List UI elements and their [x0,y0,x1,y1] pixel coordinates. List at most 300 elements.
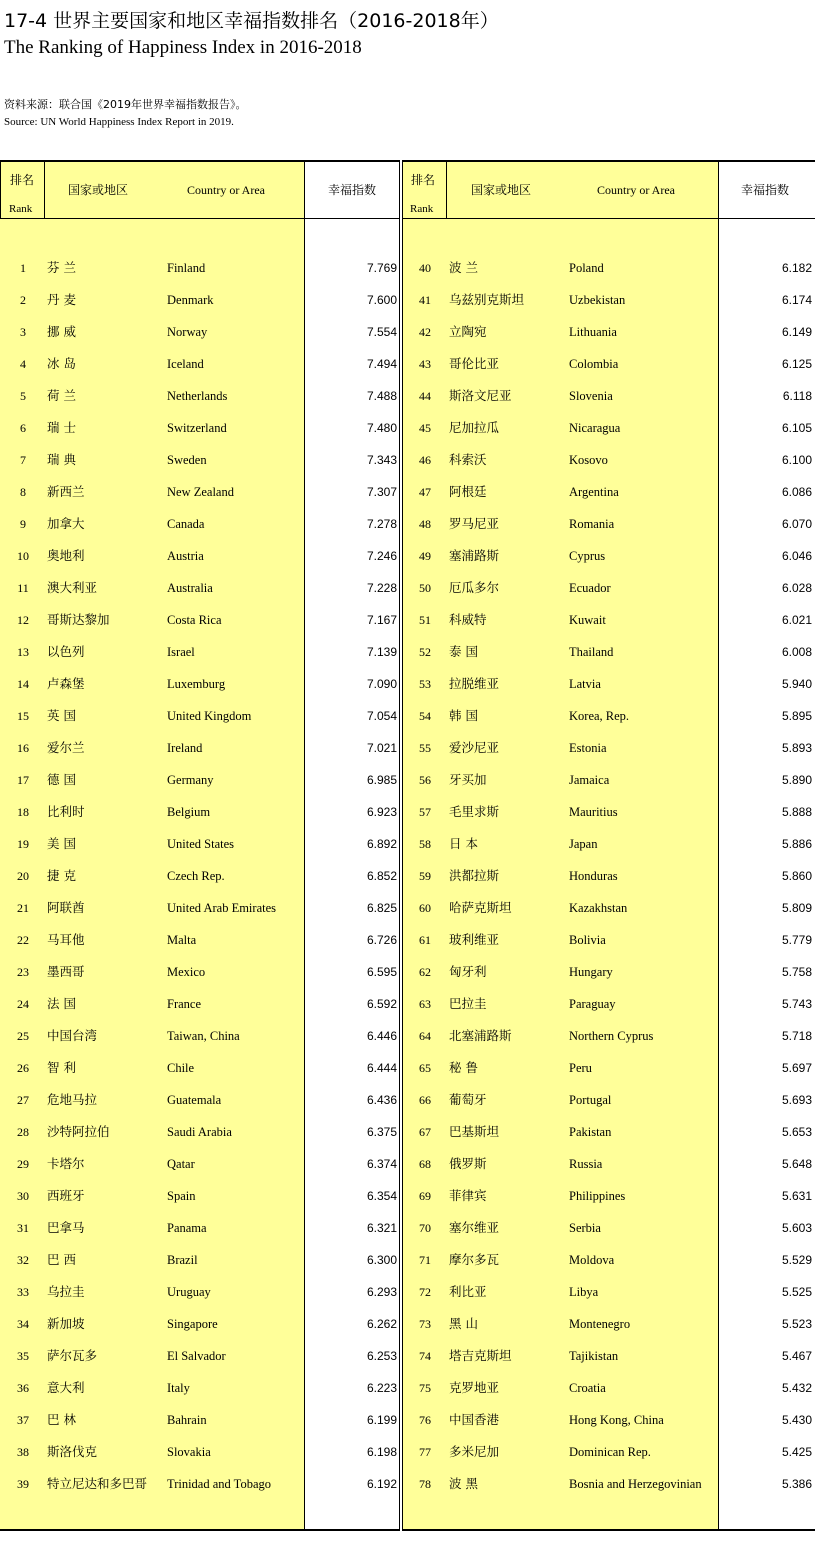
table-row [402,732,815,764]
country-en-cell: Lithuania [569,325,617,339]
table-row [0,1020,400,1052]
index-value-cell: 5.529 [781,1253,812,1267]
left-bottom-rule [0,1529,400,1531]
rank-cell: 9 [20,517,26,531]
country-en-cell: Montenegro [569,1317,631,1331]
index-value-cell: 6.595 [366,965,397,979]
country-en-cell: Iceland [167,357,204,371]
rank-cell: 3 [20,325,26,339]
country-cn-cell: 美 国 [47,836,76,851]
index-value-cell: 5.895 [781,709,812,723]
table-row [402,796,815,828]
table-row [0,508,400,540]
country-cn-cell: 科威特 [449,612,487,627]
country-en-cell: Bosnia and Herzegovinian [569,1477,702,1491]
rank-cell: 10 [17,549,29,563]
rank-cell: 40 [419,261,431,275]
country-en-cell: Bolivia [569,933,606,947]
index-value-cell: 6.825 [366,901,397,915]
index-value-cell: 6.021 [781,613,812,627]
country-en-cell: Russia [569,1157,603,1171]
right-header-rule [402,218,815,219]
country-en-cell: Brazil [167,1253,198,1267]
header-rank-en-right: Rank [410,203,434,215]
country-en-cell: Kuwait [569,613,606,627]
table-row [0,476,400,508]
rank-cell: 74 [419,1349,431,1363]
country-cn-cell: 瑞 典 [47,452,76,467]
rank-cell: 57 [419,805,431,819]
rank-cell: 37 [17,1413,29,1427]
country-cn-cell: 斯洛文尼亚 [449,388,512,403]
country-cn-cell: 捷 克 [47,868,76,883]
index-value-cell: 6.182 [781,261,812,275]
table-row [0,668,400,700]
country-cn-cell: 泰 国 [449,644,478,659]
country-cn-cell: 菲律宾 [449,1188,487,1203]
index-value-cell: 6.375 [366,1125,397,1139]
rank-cell: 20 [17,869,29,883]
country-cn-cell: 罗马尼亚 [449,516,500,531]
left-rank-divider [44,160,45,219]
header-country-cn: 国家或地区 [68,183,129,197]
country-en-cell: Slovakia [167,1445,211,1459]
index-value-cell: 5.888 [781,805,812,819]
table-row [402,860,815,892]
rank-cell: 48 [419,517,431,531]
country-cn-cell: 巴 林 [47,1412,76,1427]
country-en-cell: Moldova [569,1253,615,1267]
table-row [402,572,815,604]
country-en-cell: France [167,997,202,1011]
header-rank-cn-right: 排名 [411,173,436,187]
rank-cell: 70 [419,1221,431,1235]
rank-cell: 41 [419,293,431,307]
table-row [0,604,400,636]
country-cn-cell: 黑 山 [449,1316,478,1331]
country-cn-cell: 日 本 [449,836,478,851]
right-rank-divider [446,160,447,219]
table-row [0,764,400,796]
rank-cell: 22 [17,933,29,947]
country-cn-cell: 斯洛伐克 [47,1444,98,1459]
table-row [0,412,400,444]
table-row [0,284,400,316]
table-row [402,988,815,1020]
table-row [402,1340,815,1372]
table-row [402,828,815,860]
table-row [0,1148,400,1180]
rank-cell: 12 [17,613,29,627]
country-en-cell: Croatia [569,1381,606,1395]
rank-cell: 68 [419,1157,431,1171]
country-cn-cell: 沙特阿拉伯 [47,1124,110,1139]
index-value-cell: 7.228 [366,581,397,595]
table-row [402,700,815,732]
rank-cell: 26 [17,1061,29,1075]
header-country-en-right: Country or Area [597,183,675,197]
country-cn-cell: 瑞 士 [47,420,76,435]
index-value-cell: 6.199 [366,1413,397,1427]
country-cn-cell: 克罗地亚 [449,1380,500,1395]
rank-cell: 1 [20,261,26,275]
table-row [0,1404,400,1436]
table-row [0,1372,400,1404]
country-cn-cell: 澳大利亚 [47,580,98,595]
rank-cell: 72 [419,1285,431,1299]
table-row [0,444,400,476]
country-cn-cell: 立陶宛 [449,324,487,339]
country-en-cell: New Zealand [167,485,234,499]
country-cn-cell: 匈牙利 [449,964,487,979]
rank-cell: 71 [419,1253,431,1267]
country-cn-cell: 英 国 [47,708,76,723]
country-cn-cell: 乌兹别克斯坦 [449,292,525,307]
index-value-cell: 6.923 [366,805,397,819]
index-value-cell: 7.278 [366,517,397,531]
table-row [0,828,400,860]
country-cn-cell: 加拿大 [47,516,85,531]
header-index-right: 幸福指数 [741,183,790,197]
index-value-cell: 5.758 [781,965,812,979]
table-row [402,1436,815,1468]
table-row [0,732,400,764]
table-row [0,1084,400,1116]
header-country-en: Country or Area [187,183,265,197]
country-cn-cell: 哈萨克斯坦 [449,900,512,915]
country-cn-cell: 波 兰 [449,260,478,275]
index-value-cell: 5.779 [781,933,812,947]
country-en-cell: Taiwan, China [167,1029,240,1043]
index-value-cell: 5.940 [781,677,812,691]
index-value-cell: 6.028 [781,581,812,595]
rank-cell: 13 [17,645,29,659]
index-value-cell: 6.192 [366,1477,397,1491]
country-en-cell: United Kingdom [167,709,252,723]
rank-cell: 28 [17,1125,29,1139]
rank-cell: 62 [419,965,431,979]
table-row [402,476,815,508]
country-en-cell: Thailand [569,645,614,659]
country-cn-cell: 巴 西 [47,1252,76,1267]
rank-cell: 19 [17,837,29,851]
rank-cell: 54 [419,709,431,723]
index-value-cell: 7.054 [366,709,397,723]
country-en-cell: Cyprus [569,549,606,563]
table-row [0,860,400,892]
index-value-cell: 5.523 [781,1317,812,1331]
table-row [402,764,815,796]
rank-cell: 67 [419,1125,431,1139]
rank-cell: 63 [419,997,431,1011]
country-en-cell: Bahrain [167,1413,207,1427]
index-value-cell: 6.174 [781,293,812,307]
index-value-cell: 5.860 [781,869,812,883]
index-value-cell: 6.592 [366,997,397,1011]
country-en-cell: Sweden [167,453,207,467]
table-row [402,668,815,700]
country-cn-cell: 阿联酋 [47,900,85,915]
table-row [402,380,815,412]
country-en-cell: Israel [167,645,195,659]
country-en-cell: Uzbekistan [569,293,626,307]
table-row [402,444,815,476]
page-title-cn: 17-4 世界主要国家和地区幸福指数排名（2016-2018年） [4,10,499,32]
rank-cell: 32 [17,1253,29,1267]
rank-cell: 18 [17,805,29,819]
table-row [402,1468,815,1500]
country-en-cell: Uruguay [167,1285,211,1299]
table-row [0,1052,400,1084]
index-value-cell: 6.149 [781,325,812,339]
rank-cell: 4 [20,357,26,371]
rank-cell: 66 [419,1093,431,1107]
country-cn-cell: 奥地利 [47,548,85,563]
table-row [402,1116,815,1148]
right-top-rule [402,160,815,162]
rank-cell: 16 [17,741,29,755]
rank-cell: 49 [419,549,431,563]
rank-cell: 8 [20,485,26,499]
rank-cell: 17 [17,773,29,787]
table-row [402,252,815,284]
country-en-cell: Hong Kong, China [569,1413,664,1427]
left-table-panel [0,160,400,1531]
page-title-en: The Ranking of Happiness Index in 2016-2018 [4,37,362,58]
index-value-cell: 5.430 [781,1413,812,1427]
country-cn-cell: 洪都拉斯 [449,868,500,883]
country-cn-cell: 荷 兰 [47,388,76,403]
country-en-cell: Poland [569,261,604,275]
country-cn-cell: 摩尔多瓦 [449,1252,500,1267]
right-table-panel [402,160,815,1531]
country-cn-cell: 萨尔瓦多 [47,1348,98,1363]
table-row [0,1276,400,1308]
index-value-cell: 7.139 [366,645,397,659]
country-cn-cell: 阿根廷 [449,484,487,499]
index-value-cell: 5.425 [781,1445,812,1459]
country-cn-cell: 俄罗斯 [449,1156,487,1171]
country-cn-cell: 北塞浦路斯 [449,1028,512,1043]
index-value-cell: 5.603 [781,1221,812,1235]
rank-cell: 51 [419,613,431,627]
country-cn-cell: 厄瓜多尔 [449,580,500,595]
country-cn-cell: 卢森堡 [47,676,85,691]
table-row [0,636,400,668]
rank-cell: 53 [419,677,431,691]
table-row [402,1180,815,1212]
index-value-cell: 5.648 [781,1157,812,1171]
country-en-cell: Italy [167,1381,190,1395]
index-value-cell: 5.653 [781,1125,812,1139]
index-value-cell: 6.985 [366,773,397,787]
country-en-cell: Panama [167,1221,207,1235]
table-row [402,1212,815,1244]
index-value-cell: 7.167 [366,613,397,627]
country-en-cell: El Salvador [167,1349,226,1363]
rank-cell: 76 [419,1413,431,1427]
table-row [0,700,400,732]
country-en-cell: Kosovo [569,453,608,467]
country-en-cell: Switzerland [167,421,227,435]
country-cn-cell: 巴拿马 [47,1220,85,1235]
table-row [0,1436,400,1468]
index-value-cell: 6.852 [366,869,397,883]
country-cn-cell: 爱尔兰 [47,740,85,755]
country-cn-cell: 墨西哥 [47,964,85,979]
table-row [0,892,400,924]
country-cn-cell: 特立尼达和多巴哥 [47,1476,148,1491]
country-cn-cell: 塞浦路斯 [449,548,500,563]
country-en-cell: Guatemala [167,1093,222,1107]
index-value-cell: 7.480 [366,421,397,435]
table-row [402,1276,815,1308]
index-value-cell: 6.008 [781,645,812,659]
country-cn-cell: 巴拉圭 [449,996,487,1011]
rank-cell: 39 [17,1477,29,1491]
index-value-cell: 7.021 [366,741,397,755]
rank-cell: 44 [419,389,431,403]
country-en-cell: Saudi Arabia [167,1125,232,1139]
country-cn-cell: 韩 国 [449,708,478,723]
right-bottom-rule [402,1529,815,1531]
index-value-cell: 6.300 [366,1253,397,1267]
rank-cell: 58 [419,837,431,851]
index-value-cell: 7.494 [366,357,397,371]
index-value-cell: 7.554 [366,325,397,339]
index-value-cell: 5.809 [781,901,812,915]
table-row [402,1084,815,1116]
table-row [402,1052,815,1084]
index-value-cell: 6.100 [781,453,812,467]
index-value-cell: 5.631 [781,1189,812,1203]
country-cn-cell: 中国香港 [449,1412,500,1427]
country-cn-cell: 玻利维亚 [449,932,500,947]
country-cn-cell: 芬 兰 [47,260,76,275]
table-row [0,252,400,284]
rank-cell: 29 [17,1157,29,1171]
left-top-rule [0,160,400,162]
country-cn-cell: 尼加拉瓜 [449,420,500,435]
country-en-cell: Australia [167,581,213,595]
table-row [402,1308,815,1340]
country-cn-cell: 新西兰 [47,484,85,499]
source-note-en: Source: UN World Happiness Index Report in 2019. [4,116,234,128]
rank-cell: 23 [17,965,29,979]
country-en-cell: Canada [167,517,205,531]
index-value-cell: 7.307 [366,485,397,499]
table-row [402,316,815,348]
index-value-cell: 5.886 [781,837,812,851]
country-cn-cell: 卡塔尔 [47,1156,85,1171]
index-value-cell: 5.432 [781,1381,812,1395]
rank-cell: 6 [20,421,26,435]
country-en-cell: Qatar [167,1157,195,1171]
country-cn-cell: 危地马拉 [47,1092,98,1107]
index-value-cell: 6.436 [366,1093,397,1107]
rank-cell: 43 [419,357,431,371]
country-en-cell: Dominican Rep. [569,1445,651,1459]
table-row [0,348,400,380]
country-en-cell: Northern Cyprus [569,1029,654,1043]
country-en-cell: Honduras [569,869,618,883]
index-value-cell: 6.046 [781,549,812,563]
country-cn-cell: 巴基斯坦 [449,1124,500,1139]
index-value-cell: 5.743 [781,997,812,1011]
country-en-cell: Latvia [569,677,601,691]
index-value-cell: 6.198 [366,1445,397,1459]
country-cn-cell: 新加坡 [47,1316,85,1331]
country-cn-cell: 智 利 [47,1060,76,1075]
country-en-cell: Finland [167,261,206,275]
rank-cell: 31 [17,1221,29,1235]
country-en-cell: Ecuador [569,581,611,595]
index-value-cell: 7.488 [366,389,397,403]
rank-cell: 14 [17,677,29,691]
country-en-cell: Japan [569,837,598,851]
table-row [402,636,815,668]
country-cn-cell: 乌拉圭 [47,1284,85,1299]
rank-cell: 78 [419,1477,431,1491]
country-cn-cell: 哥斯达黎加 [47,612,110,627]
index-value-cell: 5.467 [781,1349,812,1363]
rank-cell: 2 [20,293,26,307]
country-en-cell: Paraguay [569,997,616,1011]
rank-cell: 5 [20,389,26,403]
table-row [402,1372,815,1404]
table-row [0,1116,400,1148]
index-value-cell: 6.892 [366,837,397,851]
table-row [402,540,815,572]
rank-cell: 59 [419,869,431,883]
index-value-cell: 7.246 [366,549,397,563]
country-en-cell: Ireland [167,741,203,755]
rank-cell: 33 [17,1285,29,1299]
rank-cell: 38 [17,1445,29,1459]
country-cn-cell: 爱沙尼亚 [449,740,500,755]
rank-cell: 36 [17,1381,29,1395]
country-cn-cell: 意大利 [47,1380,85,1395]
rank-cell: 64 [419,1029,431,1043]
index-value-cell: 6.262 [366,1317,397,1331]
rank-cell: 11 [17,581,29,595]
country-en-cell: Serbia [569,1221,601,1235]
country-en-cell: Chile [167,1061,195,1075]
rank-cell: 25 [17,1029,29,1043]
index-value-cell: 6.321 [366,1221,397,1235]
country-en-cell: Philippines [569,1189,626,1203]
table-row [0,1340,400,1372]
index-value-cell: 6.223 [366,1381,397,1395]
country-en-cell: Spain [167,1189,196,1203]
country-cn-cell: 塔吉克斯坦 [449,1348,512,1363]
source-note-cn: 资料来源：联合国《2019年世界幸福指数报告》。 [4,98,247,111]
header-country-cn-right: 国家或地区 [471,183,532,197]
table-row [0,1180,400,1212]
country-en-cell: Hungary [569,965,613,979]
country-cn-cell: 比利时 [47,804,85,819]
rank-cell: 52 [419,645,431,659]
country-cn-cell: 波 黑 [449,1476,478,1491]
country-cn-cell: 马耳他 [47,932,85,947]
table-row [0,956,400,988]
country-en-cell: Austria [167,549,204,563]
index-value-cell: 6.118 [782,389,812,403]
rank-cell: 21 [17,901,29,915]
country-en-cell: Mexico [167,965,206,979]
rank-cell: 55 [419,741,431,755]
country-en-cell: Costa Rica [167,613,222,627]
